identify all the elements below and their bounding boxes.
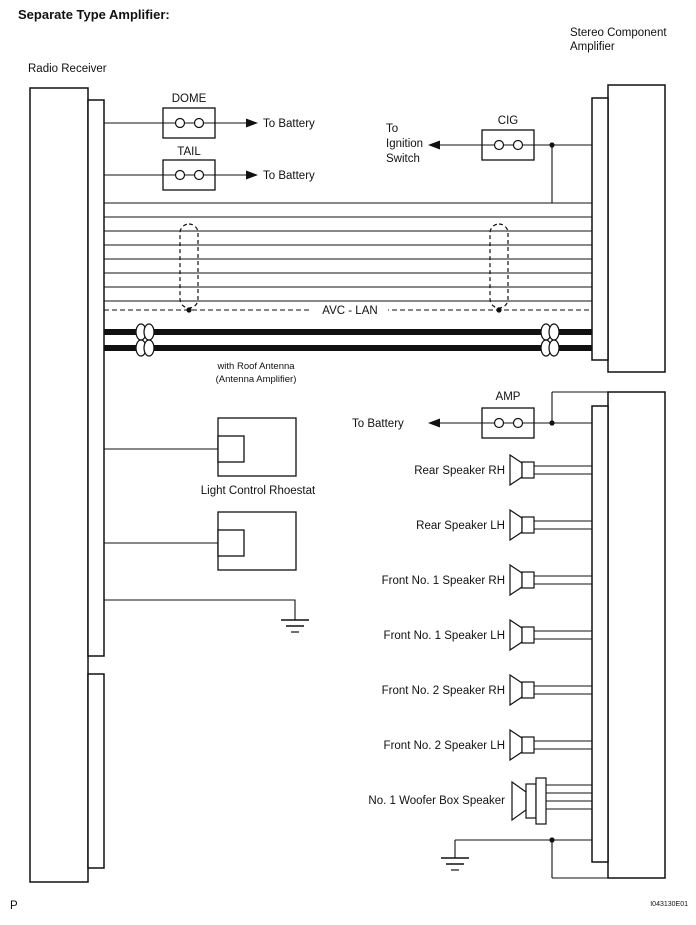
amplifier-main-body	[608, 392, 665, 878]
woofer-icon	[526, 784, 536, 818]
radio-ground	[104, 600, 309, 632]
speaker-woofer	[368, 778, 592, 824]
speaker-label: Front No. 2 Speaker LH	[383, 740, 505, 752]
cig-destination-line1: To	[386, 123, 399, 135]
speaker-rear-lh	[416, 510, 592, 540]
ground-icon	[441, 858, 469, 870]
arrow-right-icon	[246, 119, 258, 128]
speaker-front2-rh	[382, 675, 592, 705]
amp-fuse-label: AMP	[495, 391, 521, 403]
bus-band	[104, 345, 592, 351]
speaker-icon	[522, 572, 534, 588]
twist-icon	[549, 340, 559, 356]
antenna-note-line1: with Roof Antenna	[217, 361, 295, 372]
speaker-front1-rh	[382, 565, 592, 595]
junction-dot	[496, 307, 501, 312]
amplifier-top-body	[608, 85, 665, 372]
speaker-icon	[522, 462, 534, 478]
figure-code: I043130E01	[650, 901, 688, 908]
antenna-note-line2: (Antenna Amplifier)	[215, 374, 297, 385]
amplifier-label-line1: Stereo Component	[570, 27, 667, 39]
speaker-label: Rear Speaker RH	[414, 465, 505, 477]
speaker-icon	[522, 627, 534, 643]
twisted-pair-bus	[104, 324, 592, 356]
cig-destination-line2: Ignition	[386, 138, 424, 150]
speaker-icon	[510, 620, 522, 650]
page-title: Separate Type Amplifier:	[18, 7, 170, 22]
dome-fuse-label: DOME	[171, 93, 207, 105]
tail-fuse-symbol	[195, 171, 204, 180]
bus-band	[104, 329, 592, 335]
speaker-label: No. 1 Woofer Box Speaker	[368, 795, 505, 807]
arrow-right-icon	[246, 171, 258, 180]
ground-icon	[281, 620, 309, 632]
junction-dot	[549, 837, 554, 842]
speaker-icon	[510, 455, 522, 485]
speaker-front1-lh	[384, 620, 592, 650]
rheostat-label: Light Control Rhoestat	[200, 485, 316, 497]
dome-fuse-symbol	[195, 119, 204, 128]
woofer-icon	[512, 782, 526, 820]
twist-icon	[144, 324, 154, 340]
cig-fuse-circuit	[386, 115, 592, 203]
amp-fuse-circuit	[352, 391, 608, 438]
dome-fuse-symbol	[176, 119, 185, 128]
tail-fuse-symbol	[176, 171, 185, 180]
tail-fuse-circuit	[104, 146, 315, 190]
amplifier-main-connector	[592, 406, 608, 862]
cig-fuse-symbol	[514, 141, 523, 150]
speaker-icon	[510, 730, 522, 760]
speaker-label: Front No. 1 Speaker LH	[383, 630, 505, 642]
speaker-front2-lh	[384, 730, 592, 760]
speaker-icon	[522, 517, 534, 533]
speaker-label: Front No. 2 Speaker RH	[381, 685, 505, 697]
tail-fuse-label: TAIL	[177, 146, 201, 158]
speaker-rear-rh	[414, 455, 592, 485]
arrow-left-icon	[428, 419, 440, 428]
shield-connector-icon	[180, 224, 198, 308]
speaker-icon	[510, 565, 522, 595]
junction-dot	[549, 420, 554, 425]
speaker-icon	[522, 682, 534, 698]
speaker-icon	[510, 510, 522, 540]
amplifier-label-line2: Amplifier	[570, 41, 615, 53]
amp-fuse-symbol	[495, 419, 504, 428]
junction-dot	[549, 142, 554, 147]
arrow-left-icon	[428, 141, 440, 150]
avc-lan-label: AVC - LAN	[322, 305, 378, 317]
woofer-icon	[536, 778, 546, 824]
speaker-icon	[510, 675, 522, 705]
radio-receiver-connector-lower	[88, 674, 104, 868]
dome-fuse-circuit	[104, 93, 315, 138]
radio-receiver-connector-upper	[88, 100, 104, 656]
page-marker: P	[10, 900, 18, 912]
avc-lan-bus	[104, 302, 592, 317]
cig-fuse-symbol	[495, 141, 504, 150]
cig-destination-line3: Switch	[386, 153, 420, 165]
speaker-label: Rear Speaker LH	[416, 520, 505, 532]
cig-fuse-label: CIG	[497, 115, 519, 127]
light-control-rheostat	[104, 418, 316, 570]
amplifier-ground	[441, 837, 608, 878]
radio-receiver-body	[30, 88, 88, 882]
radio-receiver-block	[30, 88, 104, 882]
speaker-icon	[522, 737, 534, 753]
amp-fuse-symbol	[514, 419, 523, 428]
shield-connector-icon	[490, 224, 508, 308]
radio-receiver-label: Radio Receiver	[28, 63, 107, 75]
rheostat-connector-upper	[218, 436, 244, 462]
amplifier-top-block	[592, 85, 665, 372]
speaker-label: Front No. 1 Speaker RH	[381, 575, 505, 587]
tail-destination-label: To Battery	[263, 170, 315, 182]
twist-icon	[144, 340, 154, 356]
amp-destination-label: To Battery	[352, 418, 404, 430]
amplifier-main-block	[592, 392, 665, 878]
rheostat-connector-lower	[218, 530, 244, 556]
signal-wire-bundle	[104, 203, 592, 301]
junction-dot	[186, 307, 191, 312]
amplifier-top-connector	[592, 98, 608, 360]
dome-destination-label: To Battery	[263, 118, 315, 130]
twist-icon	[549, 324, 559, 340]
